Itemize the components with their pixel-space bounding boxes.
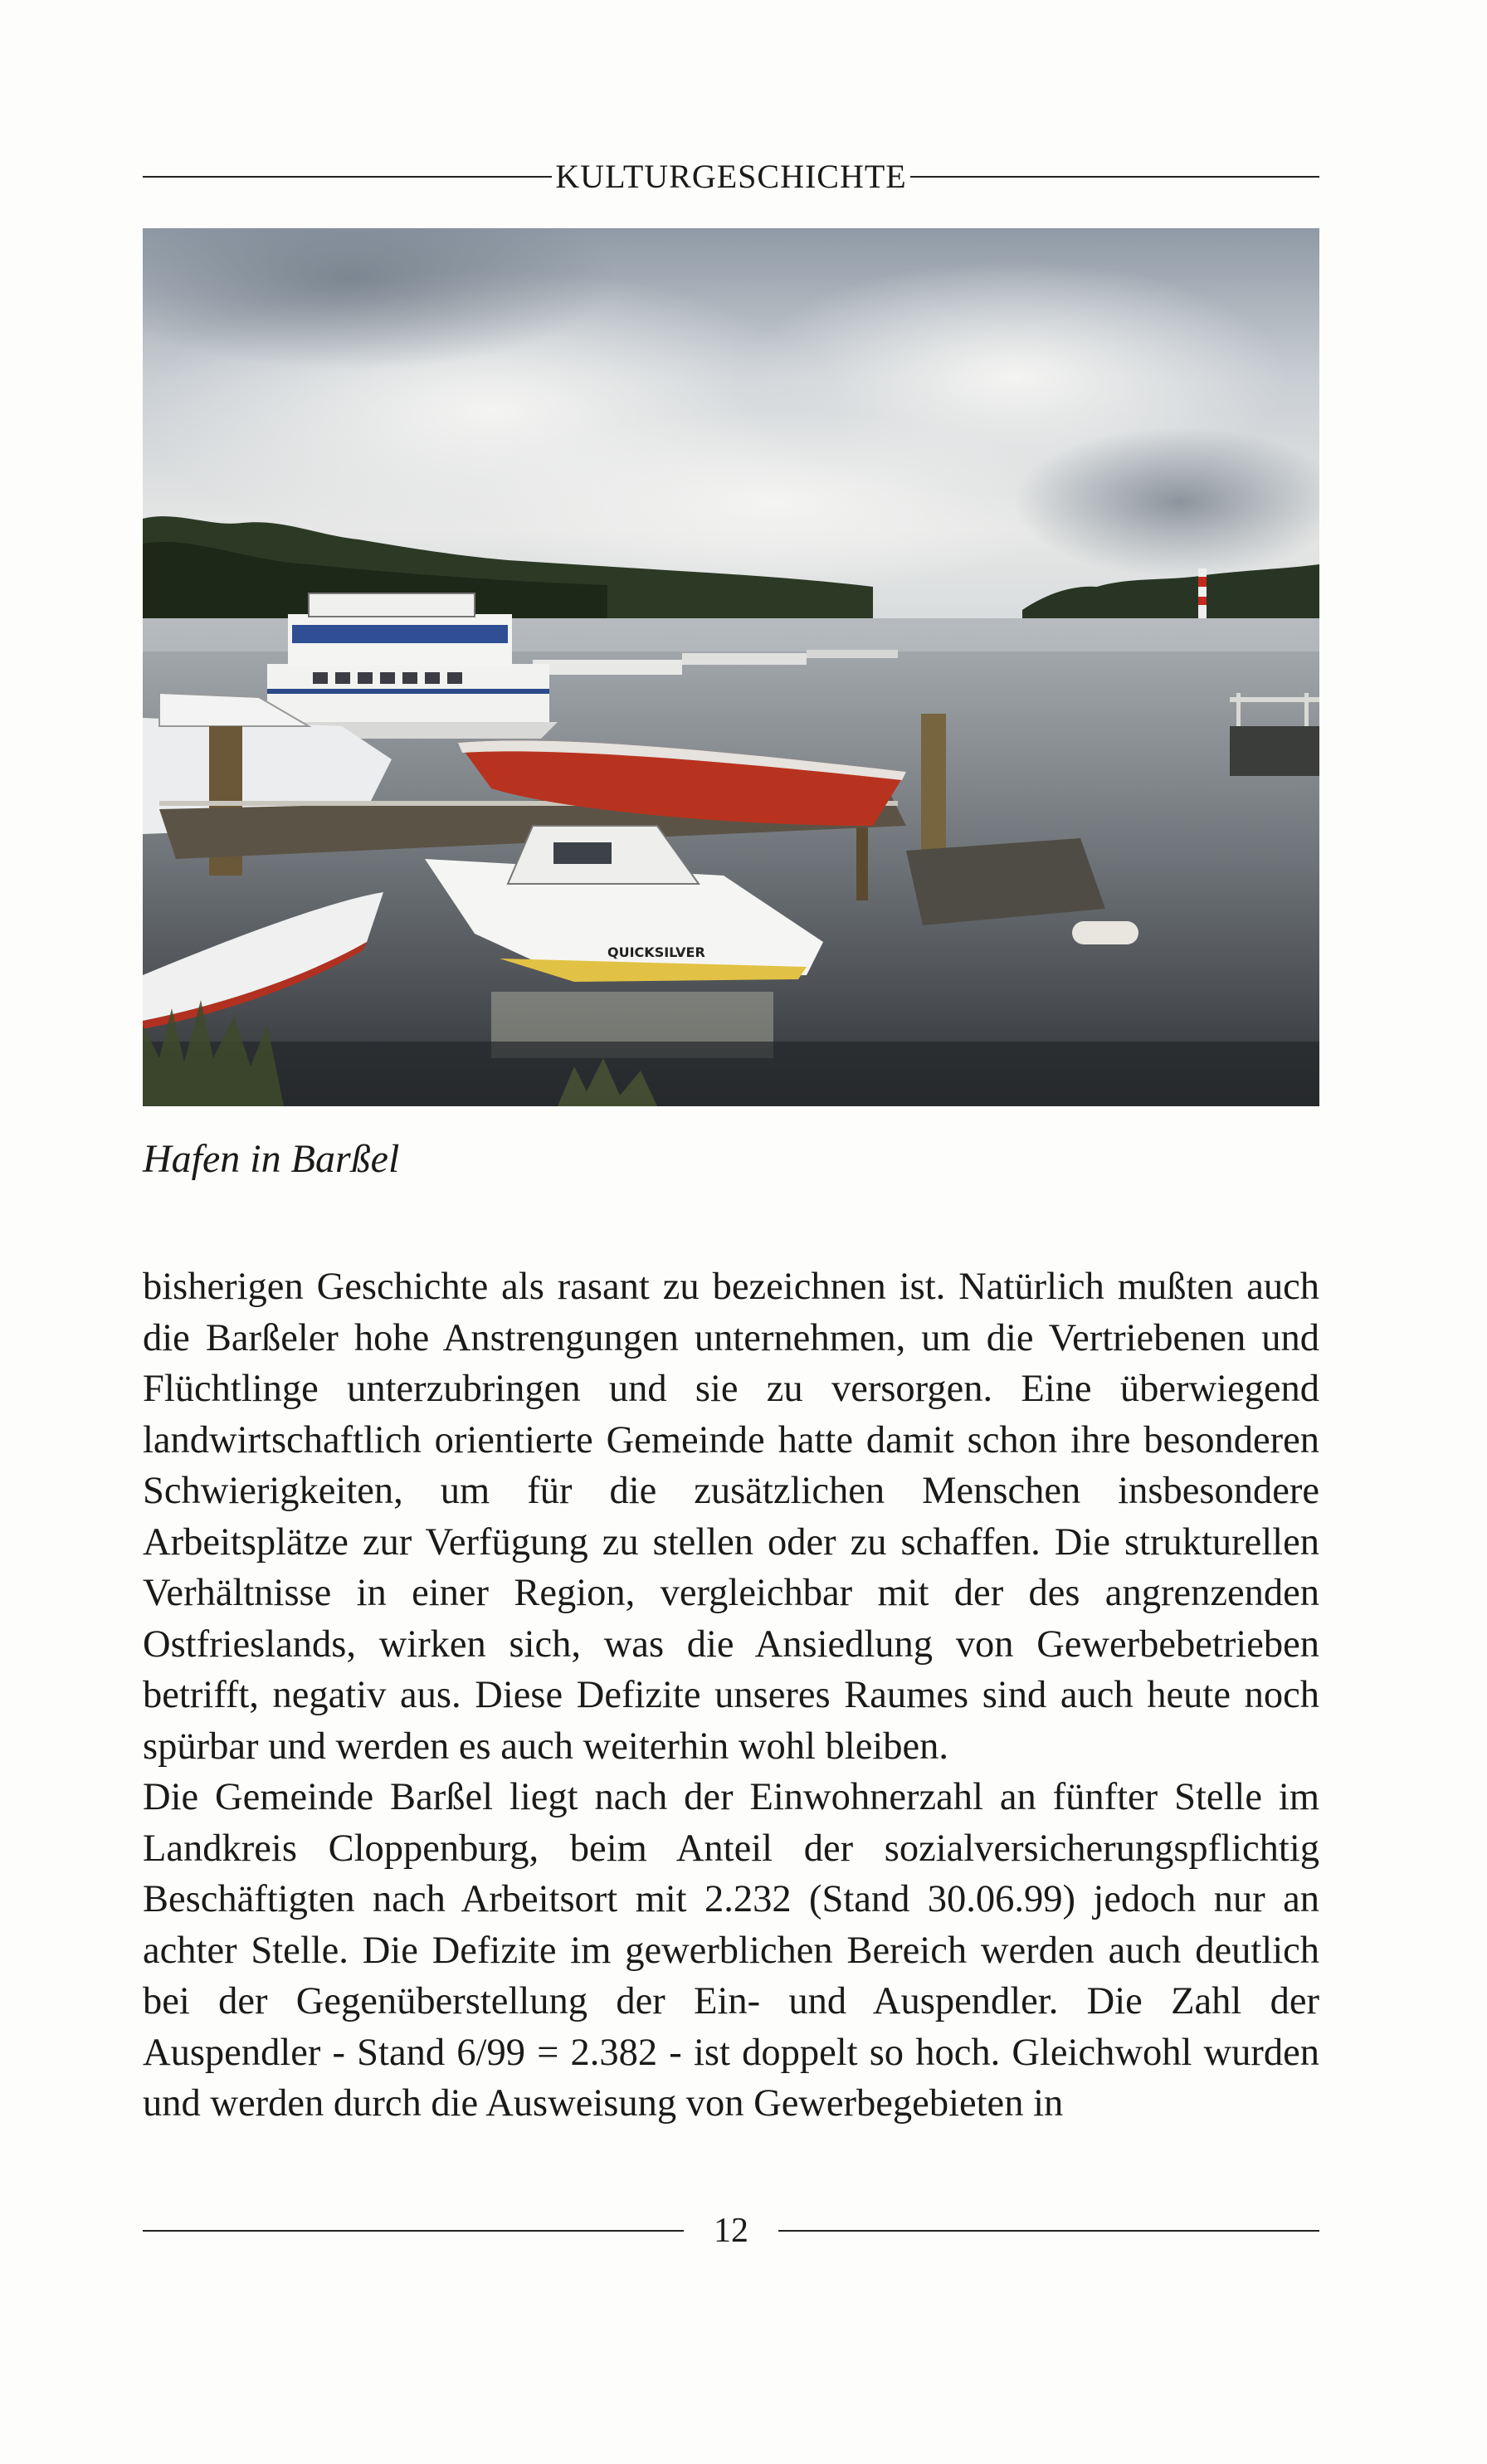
page-footer: [143, 2208, 1319, 2254]
lighthouse: [1198, 568, 1207, 618]
footer-rule-left: [143, 2230, 684, 2232]
right-jetty: [1230, 726, 1319, 776]
body-text: [143, 1261, 1319, 2130]
right-jetty-post: [1236, 693, 1241, 726]
footer-rule-right: [778, 2230, 1319, 2232]
photo-caption: Hafen in Barßel: [143, 1137, 400, 1181]
lighthouse-band: [1198, 577, 1207, 587]
paragraph: bisherigen Geschichte als rasant zu bezeichnen ist. Natürlich mußten auch die Barßeler hohe Anstrengungen unternehmen, um die Vertriebenen und Flüchtlinge unterzubringen und sie zu versorgen. Eine überwiegend landwirtschaftlich orientierte Gemeinde hatte damit schon ihre besonderen Schwierigkeiten, um für die zusätzlichen Menschen insbesondere Arbeitsplätze zur Verfügung zu stellen oder zu schaffen. Die strukturellen Verhältnisse in einer Region, vergleichbar mit der des angrenzenden Ostfrieslands, wirken sich, was die Ansiedlung von Gewerbebetrieben betrifft, negativ aus. Diese Defizite unseres Raumes sind auch heute noch spürbar und werden es auch weiterhin wohl bleiben.: [143, 1266, 1319, 1768]
page-number: 12: [714, 2212, 748, 2250]
quicksilver-window: [553, 842, 612, 864]
marina-boat: [682, 653, 807, 665]
marina-boat: [533, 660, 682, 675]
paragraph: Die Gemeinde Barßel liegt nach der Einwohnerzahl an fünfter Stelle im Landkreis Cloppenburg, beim Anteil der sozialversicherungspflichtig Beschäftigten nach Arbeitsort mit 2.232 (Stand 30.06.99) jedoch nur an achter Stelle. Die Defizite im gewerblichen Bereich werden auch deutlich bei der Gegenüberstellung der Ein- und Auspendler. Die Zahl der Auspendler - Stand 6/99 = 2.382 - ist doppelt so hoch. Gleichwohl wurden und werden durch die Ausweisung von Gewerbegebieten in: [143, 1776, 1319, 2125]
right-jetty-post: [1304, 693, 1309, 726]
water-dark-foreground: [143, 1042, 1319, 1106]
pontoon-float: [1072, 921, 1138, 944]
header-rule-right: [910, 176, 1319, 178]
lighthouse-band: [1198, 597, 1207, 605]
running-title: KULTURGESCHICHTE: [555, 158, 907, 195]
header-rule-left: [143, 176, 552, 178]
running-head: [143, 154, 1319, 200]
harbor-photo: [143, 228, 1319, 1106]
quicksilver-boat-lettering: QUICKSILVER: [607, 944, 705, 960]
marina-boat: [807, 650, 898, 658]
